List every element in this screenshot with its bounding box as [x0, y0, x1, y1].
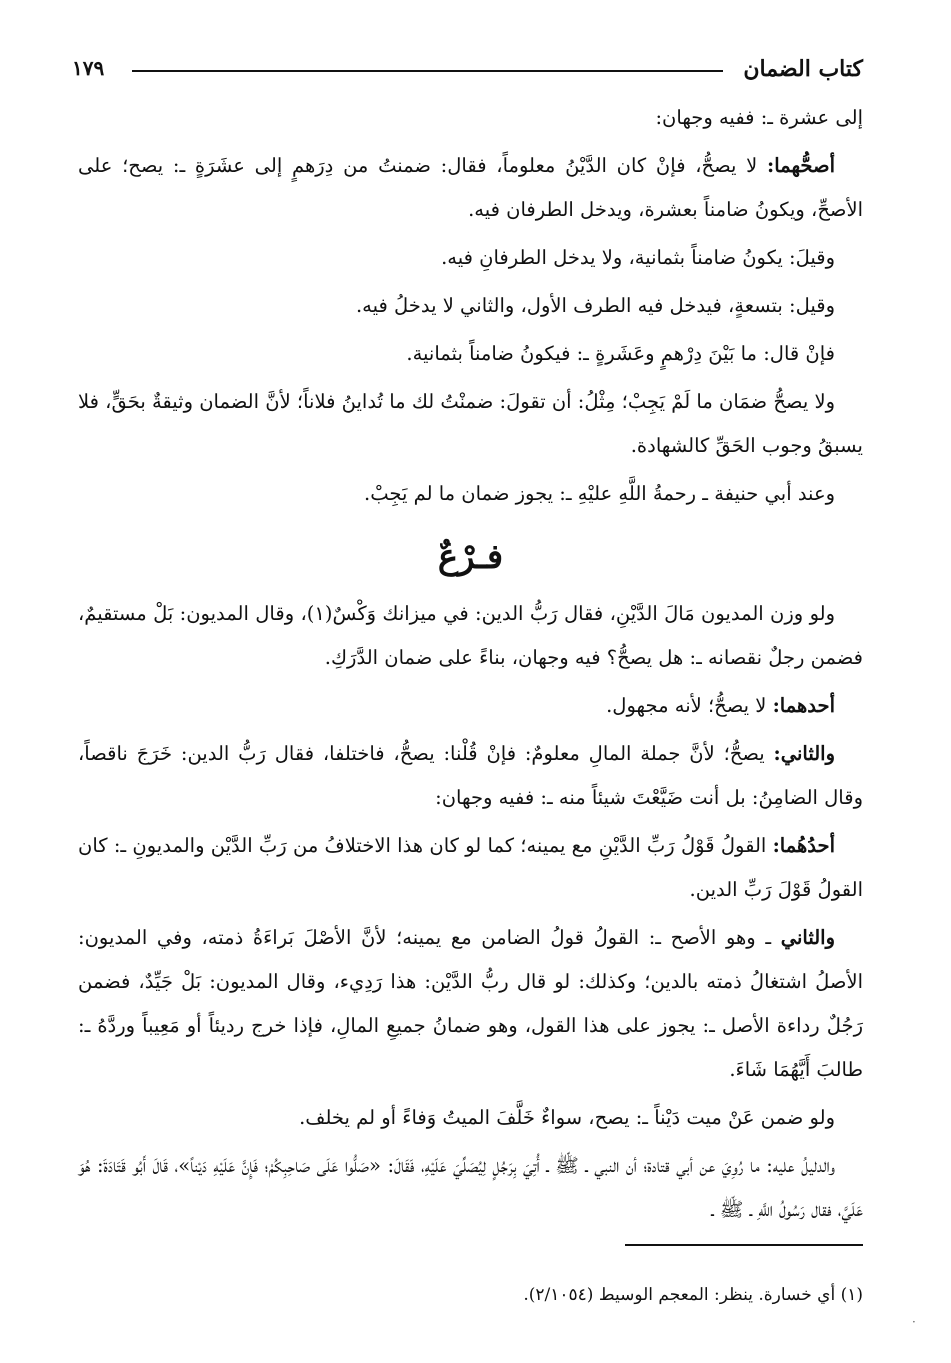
paragraph: [78, 144, 863, 232]
paragraph-text: يصحُّ؛ لأنَّ جملة المالِ معلومٌ: فإنْ قُلْنا: يصحُّ، فاختلفا، فقال رَبُّ الدين: خَرَجَ ناقصاً، وقال الضامِنُ: بل أنت ضَيَّعْتَ شيئاً منه ـ: ففيه وجهان:: [78, 742, 863, 809]
paragraph: [78, 380, 863, 468]
paragraph-text: وعند أبي حنيفة ـ رحمةُ اللَّهِ عليْهِ ـ: يجوز ضمان ما لم يَجِبْ.: [364, 482, 835, 505]
paragraph: [78, 824, 863, 912]
paragraph-text: ولو وزن المديون مَالَ الدَّيْنِ، فقال رَبُّ الدين: في ميزانك وَكْسٌ(١)، وقال المديون: بَلْ مستقيمٌ، فضمن رجلٌ نقصانه ـ: هل يصحُّ؟ فيه وجهان، بناءً على ضمان الدَّرَكِ.: [78, 602, 863, 669]
page-number: ١٧٩: [72, 56, 105, 80]
paragraph: [78, 236, 863, 280]
paragraph: [78, 96, 863, 140]
paragraph-text: لا يصحُّ، فإنْ كان الدَّيْنُ معلوماً، فقال: ضمنتُ من دِرَهمٍ إلى عشَرَةٍ ـ: يصح؛ على الأصحِّ، ويكونُ ضامناً بعشرة، ويدخل الطرفان فيه.: [78, 154, 863, 221]
page-header: [72, 50, 863, 90]
paragraph: [78, 1096, 863, 1140]
paragraph-text: إلى عشرة ـ: ففيه وجهان:: [655, 106, 863, 129]
footnote: (١) أي خسارة. ينظر: المعجم الوسيط (٢/١٠٥٤).: [523, 1285, 863, 1305]
paragraph-text: وقيل: بتسعةٍ، فيدخل فيه الطرف الأول، والثاني لا يدخلُ فيه.: [355, 294, 835, 317]
paragraph: [78, 732, 863, 820]
paragraph-text: ولا يصحُّ ضمَان ما لَمْ يَجِبْ؛ مِثْلُ: أن تقولَ: ضمنْتُ لك ما تُداينُ فلاناً؛ لأنَّ الضمان وثيقةٌ بحَقٍّ، فلا يسبقُ وجوب الحَقِّ كالشهادة.: [78, 390, 863, 457]
paragraph: [78, 284, 863, 328]
paragraph: [78, 472, 863, 516]
paragraph-text: لا يصحُّ؛ لأنه مجهول.: [606, 694, 773, 717]
footnote-separator: [625, 1244, 863, 1246]
section-heading: فـرْعٌ: [437, 537, 504, 577]
scan-mark: ·: [912, 1315, 916, 1329]
paragraph-lead: أحدُهُما:: [772, 834, 835, 857]
paragraph-text: القولُ قَوْلُ رَبِّ الدَّيْنِ مع يمينه؛ كما لو كان هذا الاختلافُ من رَبِّ الدَّيْن والمديونِ ـ: كان القولُ قَوْلَ رَبِّ الدين.: [78, 834, 863, 901]
paragraph-lead: أحدهما:: [772, 694, 835, 717]
header-rule: [132, 70, 723, 72]
page-body: [78, 96, 863, 1236]
paragraph: [78, 684, 863, 728]
paragraph: [78, 332, 863, 376]
paragraph-lead: والثاني: [780, 926, 835, 949]
paragraph-text: ولو ضمن عَنْ ميت دَيْناً ـ: يصح، سواءٌ خَلَّفَ الميتُ وَفاءً أو لم يخلف.: [299, 1106, 835, 1129]
paragraph-text: وقيلَ: يكونُ ضامناً بثمانية، ولا يدخل الطرفانِ فيه.: [441, 246, 835, 269]
paragraph-text: والدليلُ عليه: ما رُوِيَ عن أبي قتادة؛ أن النبي ـ ﷺ ـ أُتِيَ بِرَجُلٍ لِيُصَلِّيَ عَلَيْهِ، فَقَالَ: «صَلُّوا عَلَى صَاحِبِكُمْ؛ فَإِنَّ عَلَيْهِ دَيْناً»، قَالَ أَبُو قَتَادَةَ: هُوَ عَلَيَّ، فقال رَسُولُ اللَّهِ ـ ﷺ ـ: [78, 1154, 863, 1221]
paragraph-lead: والثاني:: [773, 742, 835, 765]
paragraph: [78, 592, 863, 680]
paragraph-lead: أصحُّهما:: [767, 154, 835, 177]
paragraph: [78, 916, 863, 1092]
running-title: كتاب الضمان: [743, 56, 863, 82]
paragraph: [78, 1144, 863, 1232]
paragraph-text: فإنْ قال: ما بَيْنَ دِرْهمٍ وعَشَرةٍ ـ: فيكونُ ضامناً بثمانية.: [406, 342, 835, 365]
paragraph-text: ـ وهو الأصح ـ: القولُ قولُ الضامن مع يمينه؛ لأنَّ الأصْلَ بَراءَةُ ذمته، وفي المديون: الأصلُ اشتغالُ ذمته بالدين؛ وكذلك: لو قال ربُّ الدَّيْن: هذا رَدِيء، وقال المديون: بَلْ جَيِّدٌ، فضمن رَجُلٌ رداءة الأصل ـ: يجوز على هذا القول، وهو ضمانُ جميعِ المالِ، فإذا خرج رديئاً أو مَعِيباً وردَّهُ ـ: طالبَ أَيَّهُمَا شَاءَ.: [78, 926, 863, 1081]
